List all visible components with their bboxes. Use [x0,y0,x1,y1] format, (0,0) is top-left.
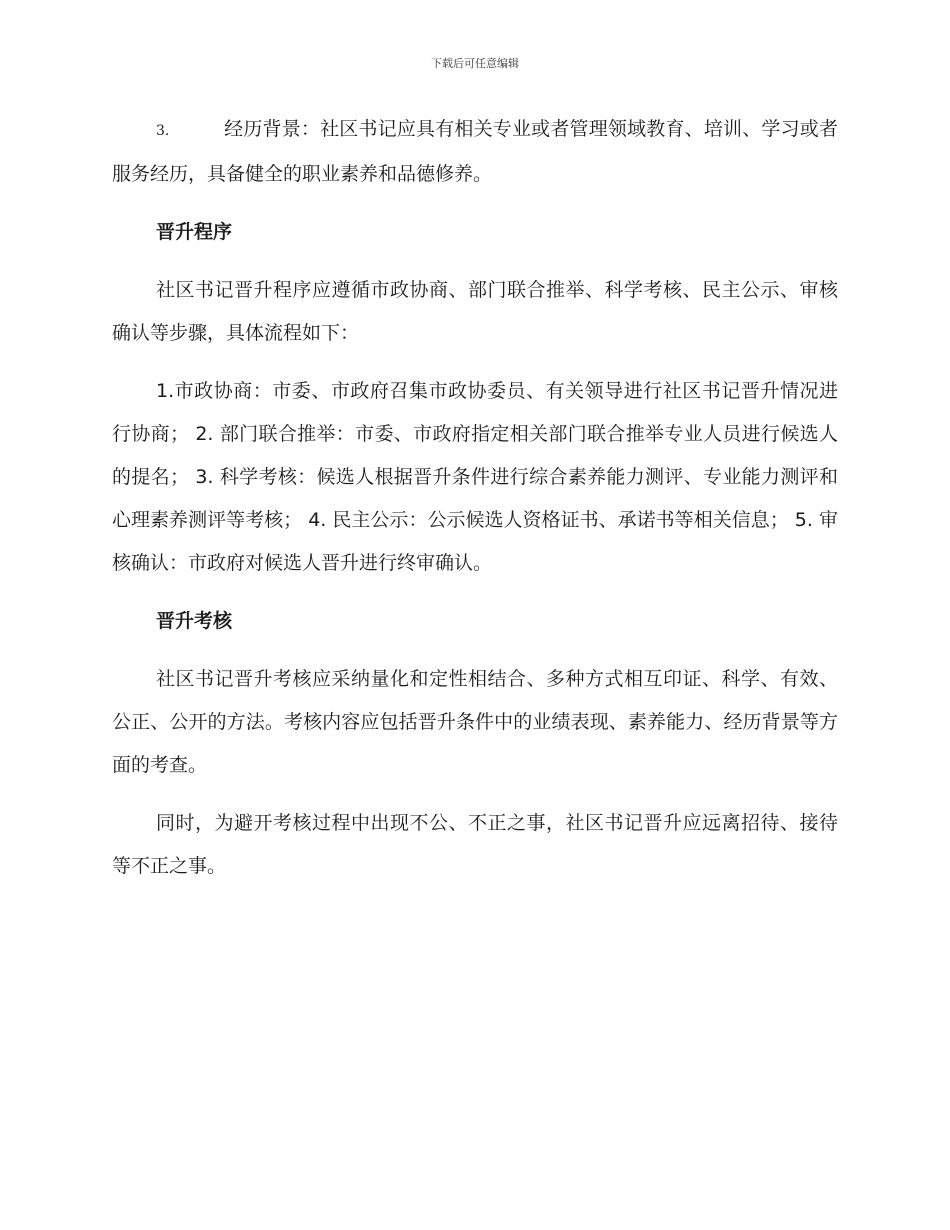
procedure-steps: 1.市政协商：市委、市政府召集市政协委员、有关领导进行社区书记晋升情况进行协商； 2. 部门联合推举：市委、市政府指定相关部门联合推举专业人员进行候选人的提名； 3. 科学考核：候选人根据晋升条件进行综合素养能力测评、专业能力测评和心理素养测评等考核； 4. 民主公示：公示候选人资格证书、承诺书等相关信息； 5. 审核确认：市政府对候选人晋升进行终审确认。 [112,380,838,574]
assessment-paragraph-1: 社区书记晋升考核应采纳量化和定性相结合、多种方式相互印证、科学、有效、公正、公开的方法。考核内容应包括晋升条件中的业绩表现、素养能力、经历背景等方面的考查。 [112,668,838,776]
procedure-intro: 社区书记晋升程序应遵循市政协商、部门联合推举、科学考核、民主公示、审核确认等步骤，具体流程如下： [112,279,838,344]
assessment-paragraph-2: 同时，为避开考核过程中出现不公、不正之事，社区书记晋升应远离招待、接待等不正之事。 [112,812,838,877]
assessment-heading: 晋升考核 [156,610,233,632]
item-number: 3. [156,123,170,139]
procedure-heading: 晋升程序 [156,221,233,243]
background-paragraph [112,108,838,196]
header-note: 下载后可任意编辑 [431,57,519,70]
background-text: 经历背景：社区书记应具有相关专业或者管理领域教育、培训、学习或者服务经历，具备健全的职业素养和品德修养。 [112,118,838,185]
document-body [112,108,838,903]
